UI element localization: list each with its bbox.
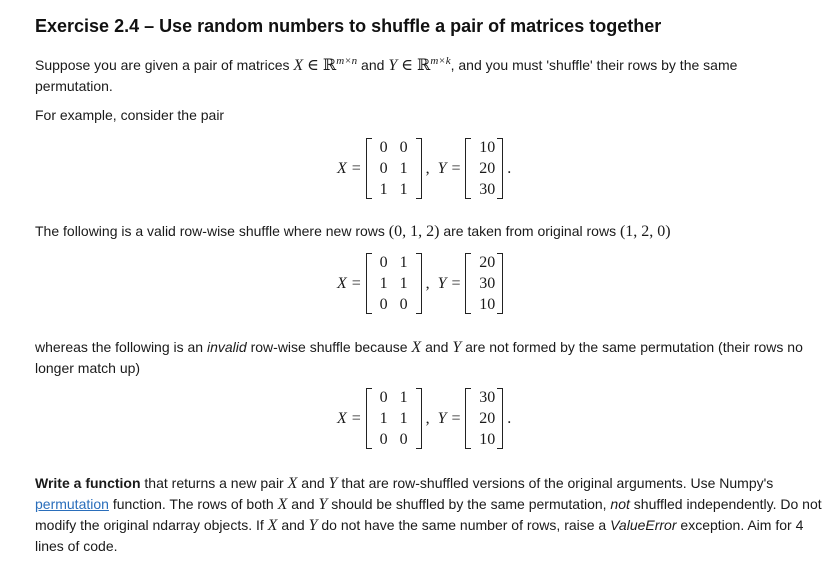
valid-shuffle-text	[35, 221, 671, 242]
matrix-cell: 1	[399, 181, 408, 198]
invalid-text-3: and	[421, 339, 453, 355]
matrix-cell: 0	[379, 296, 388, 313]
matrix-x	[366, 388, 422, 449]
example-text: For example, consider the pair	[35, 107, 225, 123]
matrix-x	[366, 138, 422, 199]
task-text: function. The rows of both	[108, 496, 278, 512]
matrix-cell: 1	[399, 389, 408, 406]
equation-invalid-shuffle	[337, 388, 511, 449]
intro-text-2: and	[357, 57, 389, 73]
matrix-cell: 10	[479, 296, 496, 313]
matrix-cell: 0	[399, 139, 408, 156]
math-new-rows: (0, 1, 2)	[388, 223, 440, 240]
matrix-cell: 20	[479, 254, 496, 271]
task-bold: Write a function	[35, 475, 141, 491]
invalid-emphasis: invalid	[207, 339, 247, 355]
equation-valid-shuffle	[337, 253, 507, 314]
equation-original	[337, 138, 511, 199]
matrix-cell: 0	[399, 296, 408, 313]
matrix-cell: 1	[379, 275, 388, 292]
exercise-title: Exercise 2.4 – Use random numbers to shuffle a pair of matrices together	[35, 16, 662, 36]
math-original-rows: (1, 2, 0)	[619, 223, 671, 240]
matrix-cell: 20	[479, 160, 496, 177]
intro-text-1: Suppose you are given a pair of matrices	[35, 57, 294, 73]
task-text: shuffled independently. Do not modify the original ndarray objects. If	[35, 496, 822, 533]
math-dim-2: m×k	[430, 55, 451, 67]
task-text: and	[277, 517, 309, 533]
task-text: and	[287, 496, 319, 512]
matrix-cell: 0	[399, 431, 408, 448]
math-x: X	[287, 475, 298, 492]
intro-text-3: , and you must 'shuffle' their rows by the same permutation.	[35, 57, 738, 94]
matrix-cell: 1	[399, 410, 408, 427]
math-y: Y	[388, 57, 398, 74]
matrix-cell: 0	[379, 431, 388, 448]
matrix-cell: 0	[379, 254, 388, 271]
matrix-cell: 10	[479, 139, 496, 156]
math-in-reals-1: ∈ ℝ	[303, 57, 337, 74]
math-x: X	[293, 57, 304, 74]
valid-text-2: are taken from original rows	[439, 223, 620, 239]
math-y: Y	[328, 475, 338, 492]
math-y: Y	[318, 496, 328, 513]
invalid-text-4: are not formed by the same permutation (their rows no longer match up)	[35, 339, 803, 376]
matrix-cell: 10	[479, 431, 496, 448]
task-text: and	[297, 475, 329, 491]
matrix-cell: 0	[379, 139, 388, 156]
y-label: Y =	[437, 409, 462, 427]
comma: ,	[425, 159, 430, 177]
invalid-shuffle-text	[35, 337, 820, 378]
matrix-y	[465, 138, 503, 199]
y-label: Y =	[437, 159, 462, 177]
math-y: Y	[308, 517, 318, 534]
x-label: X =	[337, 274, 362, 292]
matrix-cell: 30	[479, 181, 496, 198]
invalid-text-1: whereas the following is an	[35, 339, 207, 355]
intro-paragraph	[35, 51, 795, 96]
period: .	[507, 409, 512, 427]
task-text: exception. Aim for 4 lines of code.	[35, 517, 804, 554]
x-label: X =	[337, 409, 362, 427]
task-emphasis-valueerror: ValueError	[610, 517, 677, 533]
task-emphasis-not: not	[610, 496, 630, 512]
y-label: Y =	[437, 274, 462, 292]
comma: ,	[425, 274, 430, 292]
math-x: X	[277, 496, 288, 513]
matrix-cell: 30	[479, 275, 496, 292]
matrix-x	[366, 253, 422, 314]
matrix-y	[465, 388, 503, 449]
task-paragraph	[35, 473, 825, 556]
valid-text-1: The following is a valid row-wise shuffle where new rows	[35, 223, 389, 239]
x-label: X =	[337, 159, 362, 177]
math-dim-1: m×n	[336, 55, 358, 67]
matrix-cell: 1	[379, 181, 388, 198]
math-x: X	[267, 517, 278, 534]
matrix-cell: 1	[379, 410, 388, 427]
math-y: Y	[452, 339, 462, 356]
task-text: do not have the same number of rows, raise a	[317, 517, 611, 533]
matrix-cell: 30	[479, 389, 496, 406]
matrix-y	[465, 253, 503, 314]
math-in-reals-2: ∈ ℝ	[397, 57, 431, 74]
matrix-cell: 1	[399, 275, 408, 292]
matrix-cell: 1	[399, 160, 408, 177]
math-x: X	[411, 339, 422, 356]
task-text: that are row-shuffled versions of the original arguments. Use Numpy's	[337, 475, 774, 491]
period: .	[507, 159, 512, 177]
matrix-cell: 0	[379, 389, 388, 406]
task-text: that returns a new pair	[140, 475, 288, 491]
matrix-cell: 0	[379, 160, 388, 177]
permutation-link[interactable]: permutation	[35, 496, 109, 512]
matrix-cell: 1	[399, 254, 408, 271]
task-text: should be shuffled by the same permutation,	[327, 496, 611, 512]
invalid-text-2: row-wise shuffle because	[246, 339, 412, 355]
comma: ,	[425, 409, 430, 427]
matrix-cell: 20	[479, 410, 496, 427]
